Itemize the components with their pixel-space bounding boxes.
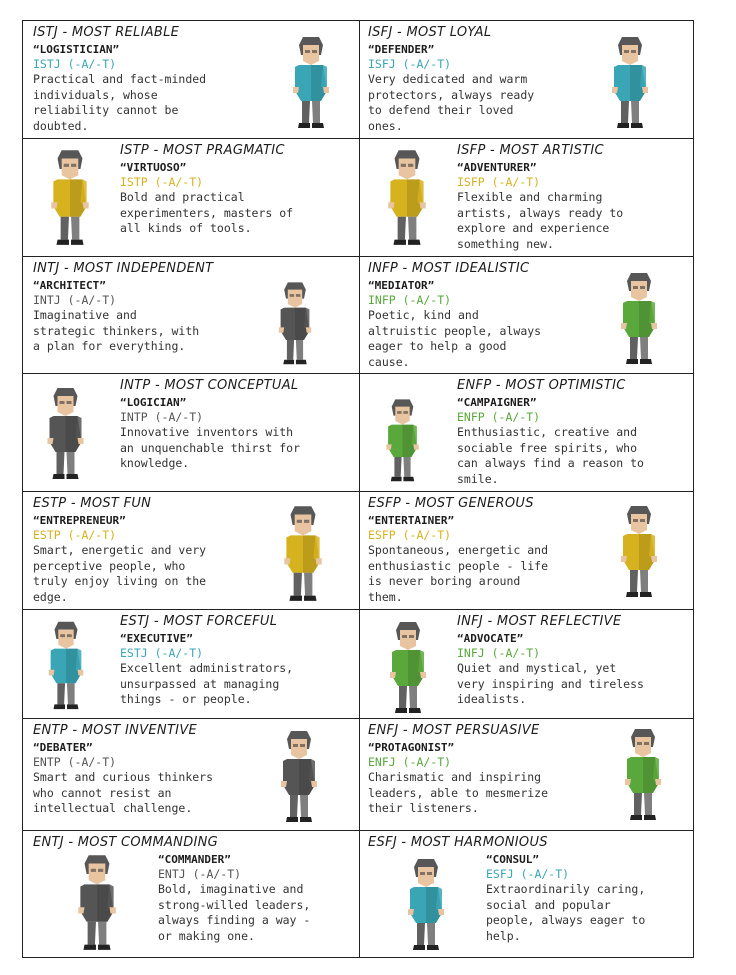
type-description: Poetic, kind and altruistic people, always eager to help a good cause. [368,308,542,369]
type-code: ESFJ (-A/-T) [486,867,570,881]
intj-figure-icon [255,277,335,367]
type-title: ISTP - MOST PRAGMATIC [120,143,285,158]
type-code: ESTJ (-A/-T) [120,646,204,660]
type-card-enfp [360,374,693,492]
type-card-estj [23,610,360,719]
type-title: ESTP - MOST FUN [33,496,152,511]
type-nickname: “DEBATER” [33,741,93,754]
type-title: ENTJ - MOST COMMANDING [33,835,219,850]
type-description: Innovative inventors with an unquenchable thirst for knowledge. [120,425,301,471]
type-card-entj [23,831,360,957]
type-description: Practical and fact-minded individuals, whose reliability cannot be doubted. [33,72,207,133]
entp-figure-icon [269,725,329,825]
entj-figure-icon [49,849,145,953]
enfp-figure-icon [370,394,435,484]
type-title: ESTJ - MOST FORCEFUL [120,614,278,629]
type-nickname: “EXECUTIVE” [120,632,193,645]
type-nickname: “ENTERTAINER” [368,514,455,527]
infp-figure-icon [606,267,672,367]
type-nickname: “ENTREPRENEUR” [33,514,126,527]
type-code: ISFP (-A/-T) [457,175,541,189]
type-card-esfp [360,492,693,610]
type-card-istp [23,139,360,257]
type-nickname: “COMMANDER” [158,853,231,866]
type-description: Very dedicated and warm protectors, always ready to defend their loved ones. [368,72,535,133]
istj-figure-icon [281,31,341,131]
type-code: INFP (-A/-T) [368,293,452,307]
type-description: Flexible and charming artists, always ready to explore and experience something new. [457,190,624,251]
type-description: Quiet and mystical, yet very inspiring and tireless idealists. [457,661,644,707]
type-description: Spontaneous, energetic and enthusiastic people - life is never boring around them. [368,543,549,604]
type-card-intp [23,374,360,492]
type-code: ISFJ (-A/-T) [368,57,452,71]
type-title: ENFJ - MOST PERSUASIVE [368,723,540,738]
type-code: ISTP (-A/-T) [120,175,204,189]
type-card-isfp [360,139,693,257]
estp-figure-icon [263,500,343,604]
type-nickname: “LOGICIAN” [120,396,187,409]
intp-figure-icon [33,382,98,482]
type-title: ESFJ - MOST HARMONIOUS [368,835,548,850]
type-title: ISFP - MOST ARTISTIC [457,143,604,158]
type-card-estp [23,492,360,610]
type-title: ESFP - MOST GENEROUS [368,496,534,511]
type-code: ESTP (-A/-T) [33,528,117,542]
type-description: Bold and practical experimenters, masters of all kinds of tools. [120,190,294,236]
esfj-figure-icon [374,853,478,953]
type-card-isfj [360,21,693,139]
type-title: ENTP - MOST INVENTIVE [33,723,198,738]
type-code: INFJ (-A/-T) [457,646,541,660]
type-title: INTJ - MOST INDEPENDENT [33,261,214,276]
type-nickname: “CAMPAIGNER” [457,396,537,409]
type-description: Extraordinarily caring, social and popular people, always eager to help. [486,882,646,943]
type-nickname: “ADVENTURER” [457,161,537,174]
type-card-enfj [360,719,693,831]
type-code: ISTJ (-A/-T) [33,57,117,71]
type-code: ENFP (-A/-T) [457,410,541,424]
type-code: ENTJ (-A/-T) [158,867,242,881]
type-card-infj [360,610,693,719]
type-nickname: “LOGISTICIAN” [33,43,120,56]
type-card-esfj [360,831,693,957]
type-nickname: “PROTAGONIST” [368,741,455,754]
type-nickname: “DEFENDER” [368,43,435,56]
type-description: Smart and curious thinkers who cannot resist an intellectual challenge. [33,770,214,816]
type-code: ESFP (-A/-T) [368,528,452,542]
type-code: INTP (-A/-T) [120,410,204,424]
type-nickname: “CONSUL” [486,853,539,866]
type-description: Enthusiastic, creative and sociable free spirits, who can always find a reason to smile. [457,425,644,486]
istp-figure-icon [31,144,109,248]
type-title: INTP - MOST CONCEPTUAL [120,378,299,393]
type-description: Bold, imaginative and strong-willed leaders, always finding a way - or making one. [158,882,311,943]
type-description: Imaginative and strategic thinkers, with a plan for everything. [33,308,200,354]
type-nickname: “ARCHITECT” [33,279,106,292]
type-card-entp [23,719,360,831]
type-card-intj [23,257,360,374]
type-description: Smart, energetic and very perceptive people, who truly enjoy living on the edge. [33,543,207,604]
type-code: ENFJ (-A/-T) [368,755,452,769]
enfj-figure-icon [610,723,676,823]
personality-types-table [22,20,694,958]
infj-figure-icon [368,616,448,716]
type-description: Excellent administrators, unsurpassed at managing things - or people. [120,661,294,707]
estj-figure-icon [37,616,95,712]
isfj-figure-icon [600,31,660,131]
type-card-istj [23,21,360,139]
type-description: Charismatic and inspiring leaders, able to mesmerize their listeners. [368,770,549,816]
type-nickname: “MEDIATOR” [368,279,435,292]
type-code: ENTP (-A/-T) [33,755,117,769]
type-title: INFP - MOST IDEALISTIC [368,261,530,276]
type-title: ISTJ - MOST RELIABLE [33,25,180,40]
type-card-infp [360,257,693,374]
type-title: INFJ - MOST REFLECTIVE [457,614,622,629]
type-title: ENFP - MOST OPTIMISTIC [457,378,626,393]
type-code: INTJ (-A/-T) [33,293,117,307]
isfp-figure-icon [368,144,446,248]
type-nickname: “VIRTUOSO” [120,161,187,174]
esfp-figure-icon [606,500,672,600]
type-title: ISFJ - MOST LOYAL [368,25,492,40]
type-nickname: “ADVOCATE” [457,632,524,645]
